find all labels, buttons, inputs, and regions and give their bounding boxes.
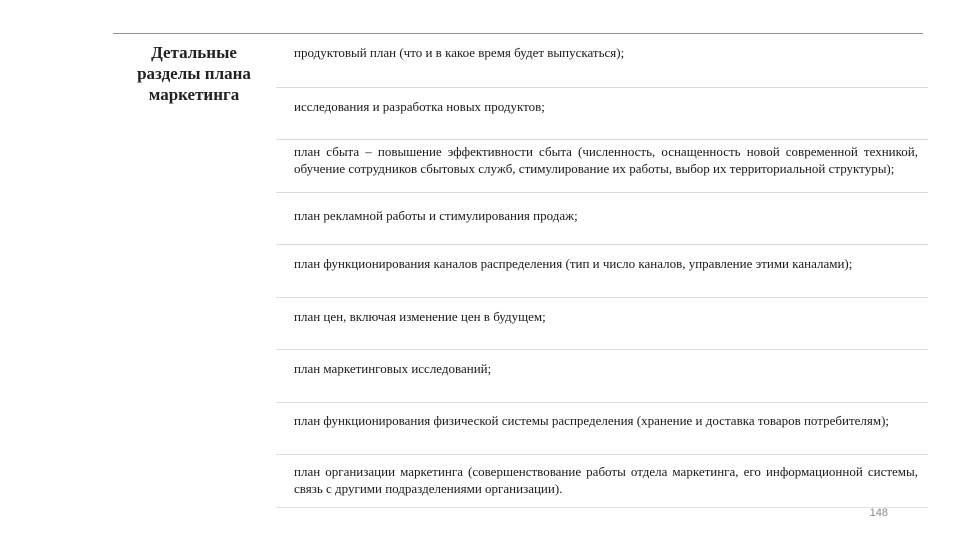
list-item: план организации маркетинга (совершенствование работы отдела маркетинга, его информационной системы, связь с другими подразделениями организации). xyxy=(276,455,928,508)
list-item: план рекламной работы и стимулирования продаж; xyxy=(276,193,928,245)
list-item: план цен, включая изменение цен в будущем; xyxy=(276,298,928,350)
list-item: план функционирования физической системы распределения (хранение и доставка товаров потребителям); xyxy=(276,403,928,455)
list-item: план сбыта – повышение эффективности сбыта (численность, оснащенность новой современной техникой, обучение сотрудников сбытовых служб, стимулирование их работы, выбор их территориальной структуры); xyxy=(276,140,928,193)
list-item: продуктовый план (что и в какое время будет выпускаться); xyxy=(276,35,928,88)
list-item: план маркетинговых исследований; xyxy=(276,350,928,403)
list-item: план функционирования каналов распределения (тип и число каналов, управление этими каналами); xyxy=(276,245,928,298)
section-heading: Детальные разделы плана маркетинга xyxy=(137,43,251,104)
list-item: исследования и разработка новых продуктов; xyxy=(276,88,928,140)
page-number: 148 xyxy=(869,507,888,519)
top-divider xyxy=(113,33,923,34)
plan-sections-list xyxy=(276,35,928,508)
